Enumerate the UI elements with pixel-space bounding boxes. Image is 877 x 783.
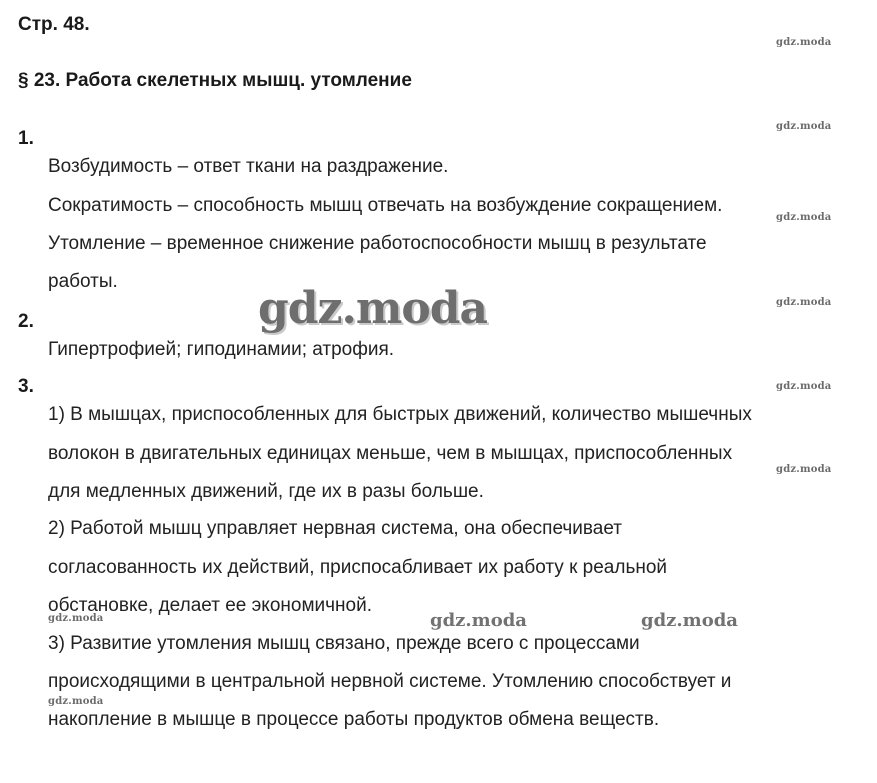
watermark-logo: gdz.moda xyxy=(776,381,832,392)
watermark-logo: gdz.moda xyxy=(430,610,527,631)
answer-2-number: 2. xyxy=(18,311,34,332)
watermark-logo: gdz.moda xyxy=(776,121,832,132)
watermark-logo-large: gdz.moda xyxy=(258,283,488,334)
answer-3-line-4: 2) Работой мышц управляет нервная система, она обеспечивает xyxy=(48,518,622,539)
watermark-logo: gdz.moda xyxy=(776,212,832,223)
answer-3-line-7: 3) Развитие утомления мышц связано, прежде всего с процессами xyxy=(48,633,640,654)
answer-1-line-4: работы. xyxy=(48,271,118,292)
answer-3-line-1: 1) В мышцах, приспособленных для быстрых движений, количество мышечных xyxy=(48,404,752,425)
answer-3-line-8: происходящими в центральной нервной системе. Утомлению способствует и xyxy=(48,671,732,692)
answer-3-line-5: согласованность их действий, приспосабливает их работу к реальной xyxy=(48,557,668,578)
watermark-logo: gdz.moda xyxy=(48,613,104,624)
watermark-logo: gdz.moda xyxy=(776,464,832,475)
answer-1-line-3: Утомление – временное снижение работоспособности мышц в результате xyxy=(48,233,707,254)
answer-3-line-3: для медленных движений, где их в разы больше. xyxy=(48,481,484,502)
answer-1-number: 1. xyxy=(18,128,34,149)
answer-3-line-9: накопление в мышце в процессе работы продуктов обмена веществ. xyxy=(48,709,660,730)
answer-1-line-1: Возбудимость – ответ ткани на раздражение. xyxy=(48,156,449,177)
watermark-logo: gdz.moda xyxy=(48,696,104,707)
answer-3-line-6: обстановке, делает ее экономичной. xyxy=(48,595,372,616)
answer-3-line-2: волокон в двигательных единицах меньше, чем в мышцах, приспособленных xyxy=(48,443,733,464)
section-title: § 23. Работа скелетных мышц. утомление xyxy=(18,70,412,91)
page-number: Стр. 48. xyxy=(18,14,90,35)
answer-2-line-1: Гипертрофией; гиподинамии; атрофия. xyxy=(48,339,395,360)
answer-1-line-2: Сократимость – способность мышц отвечать на возбуждение сокращением. xyxy=(48,195,723,216)
watermark-logo: gdz.moda xyxy=(776,297,832,308)
answer-3-number: 3. xyxy=(18,376,34,397)
watermark-logo: gdz.moda xyxy=(641,610,738,631)
watermark-logo: gdz.moda xyxy=(776,37,832,48)
